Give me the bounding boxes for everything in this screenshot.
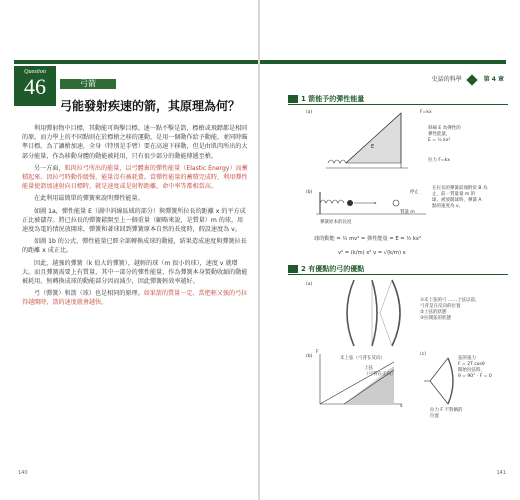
fig2b-note-unstrung: 未上弦（弓背在反向） — [340, 356, 385, 361]
left-top-bar — [14, 60, 258, 64]
fig1b-note: 在拉長的彈簧前端附於 B 為 止，前一質量量 m 的 球，被放開球時，彈簧 A 點的速度為 v。 — [432, 186, 488, 209]
fig2a-note: ①未上弦的弓 ……上弦以前， 弓背是在反向的位置 ②上弦的狀態 ③拉開弦的狀態 — [420, 298, 480, 321]
paragraph: 在此利用最簡單的彈簧來說明彈性能量。 — [34, 195, 144, 203]
section-rule — [288, 104, 508, 105]
chapter-label: 第 4 章 — [483, 76, 504, 83]
figure-2a-bow-states — [334, 278, 414, 348]
fig2c-note-bottom: 拉力 F 不對稱的 位置 — [430, 408, 463, 419]
equation-energy: 球的動能 = ½ mv² = 彈性能量 = E = ½ kx² — [314, 236, 422, 242]
label-spring-length: 彈簧原本的長度 — [320, 220, 352, 225]
right-top-bar — [260, 60, 506, 64]
right-page — [260, 0, 520, 500]
paragraph: 另一方面，肌肉拉弓所出的能量，以弓體裏的彈性能量（Elastic Energy）而蓄積起來。因拉弓時動作緩慢，能量沒有被耗費。當彈性能量的蓄積完成時，利用彈性能量使箭加速射向目標時，就是速度或是射程距離，命中率等都相當高。 — [22, 164, 248, 191]
topic-tag: 弓箭 — [60, 79, 116, 89]
question-label: Question — [24, 69, 46, 75]
paragraph: 因此，越強的彈簧（k 值大的彈簧），越輕的球（m 很小的球），速度 v 就增大。而且彈簧需要上有質量，其中一部分的彈性能量，作為彈簧本身製動收縮的動能被耗用，無轉換成球的動能部分因而減少，因此彈簧輕效率越好。 — [22, 259, 248, 286]
svg-text:E: E — [371, 144, 375, 150]
fig2c-note: 弦的張力 F = 2T cosθ 開始拉弦時， θ = 90° · F = 0 — [458, 356, 492, 379]
header-text: 史話的科學 — [431, 76, 462, 83]
paragraph: 如圖 1a，彈性能量 E（圖中斜線區域的部分）與彈簧所拉長的距離 x 的平方成正比被儲存。將已拉長的彈簧鬆開至上一個重量（顧略來說，是質量）m 的球，用速度為電的情況放開球，彈簧和著球回到彈簧原本自然的長度時，假設速度為 v。 — [22, 207, 246, 234]
page-title: 弓能發射疾速的箭，其原理為何？ — [60, 99, 241, 113]
section-heading-1: 1 箭能予的彈性能量 — [288, 94, 364, 104]
paragraph: 弓（彈簧）和箭（球）也是相同的原理。如果箭的質量一定，當把輕又強的弓拉得越開時，箭的速度就會越快。 — [22, 290, 248, 307]
axis-F-label: F — [316, 350, 319, 355]
left-page — [0, 0, 258, 500]
fig1b-label: (b) — [306, 190, 313, 195]
paragraph: 如圖 1b 的公式，彈性能量已經全部轉換成球的動能，結果造成速度與彈簧拉長的距離 x 成正比。 — [22, 238, 247, 255]
highlight-text: 肌肉拉弓所出的能量，以弓體裏的彈性能量（Elastic Energy）而蓄積起來。因拉弓時動作緩慢，能量沒有被耗費。當彈性能量的蓄積完成時，利用彈性能量使箭加速射向目標時，就是速度或是射程距離，命中率等都相當高。 — [22, 164, 248, 191]
figure-2c-string-tension — [424, 356, 458, 406]
section-marker-icon — [288, 95, 298, 103]
section-marker-icon — [288, 265, 298, 273]
question-box — [14, 66, 56, 106]
label-stop: 停止 — [410, 190, 419, 195]
axis-x-label: x — [400, 404, 403, 409]
running-header — [432, 74, 506, 84]
label-mass: 質量 m — [400, 210, 415, 215]
fig2a-label: (a) — [306, 282, 313, 287]
page-number: 141 — [496, 470, 506, 476]
figure-1a-spring-diagram — [316, 108, 416, 178]
fig2c-label: (c) — [420, 352, 426, 357]
equation-velocity: v² = (k/m) x² v = √(k/m) x — [338, 250, 406, 256]
fig1a-label: (a) — [306, 110, 313, 115]
page-number: 140 — [18, 470, 28, 476]
section-rule — [288, 274, 508, 275]
paragraph: 利用彈射物中目標，其動能可夠擊目標。速一點不擊是箭，標槍或飛鏢都是相同的原。而力學上的不同點則在於標槍之移的運動，是用一個動作給予動能，並同時瞄準目標。為了讓槍加速，全身（特別是手臂）要在高速下移動，但是由肌肉所出的大部分能量，作為移動身體的動能被耗用，只有很少部分的動能傳遞至槍。 — [22, 125, 248, 160]
fig2b-note-strung: 上弦 （弓背在正向） — [364, 366, 396, 377]
highlight-text: 如果箭的質量一定，當把輕又強的弓拉得越開時，箭的速度就會越快。 — [22, 290, 248, 307]
fig2b-label: (b) — [306, 354, 313, 359]
article-body — [22, 124, 248, 311]
leaf-icon — [466, 74, 477, 85]
formula-force: F=kx — [420, 110, 432, 115]
fig1a-note: 斜線 E 為彈性的 彈性能量， E = ½ kx² 拉力 F=kx — [428, 126, 461, 163]
question-number: 46 — [24, 74, 46, 99]
section-heading-2: 2 有優點的弓的優點 — [288, 264, 364, 274]
